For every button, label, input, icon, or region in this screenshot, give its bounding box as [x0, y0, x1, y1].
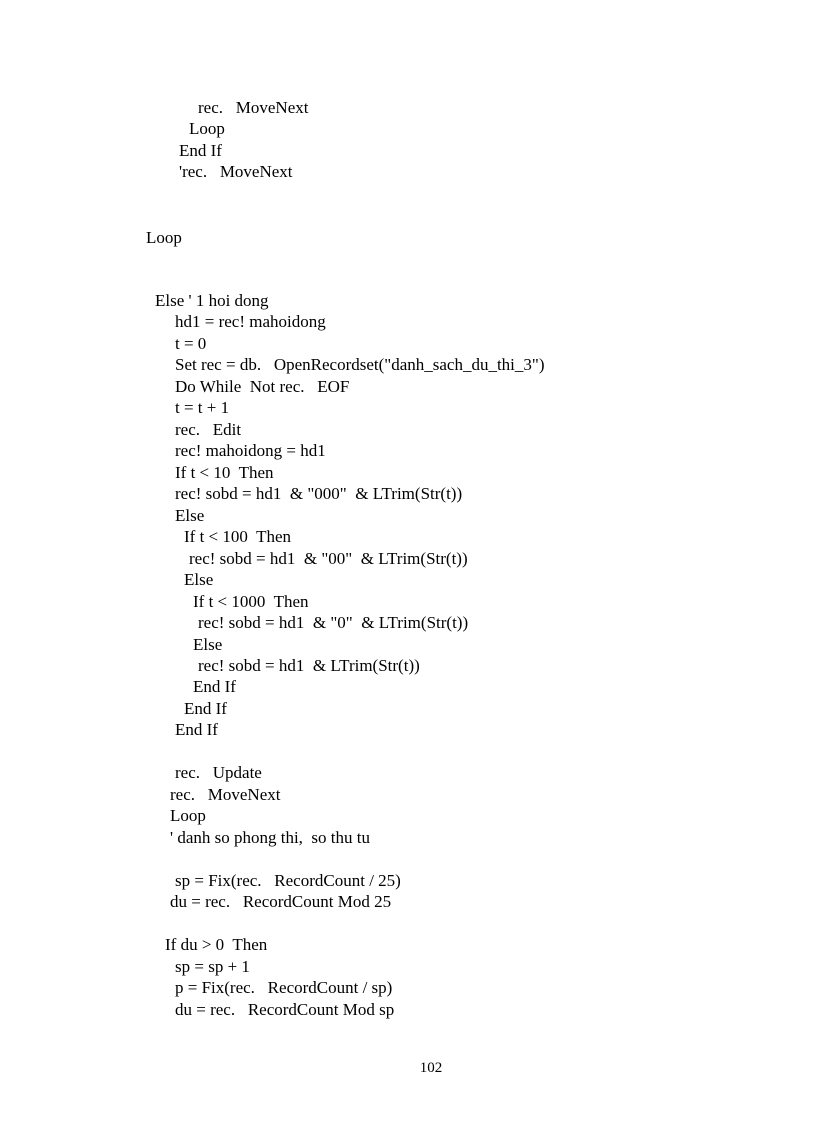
code-line: If t < 10 Then	[175, 463, 274, 482]
code-line: rec. MoveNext	[198, 98, 309, 117]
code-line: If t < 100 Then	[184, 527, 292, 546]
code-line: du = rec. RecordCount Mod sp	[175, 1000, 395, 1019]
code-line: hd1 = rec! mahoidong	[175, 312, 326, 331]
code-line: End If	[175, 720, 218, 739]
code-line: End If	[179, 141, 222, 160]
code-line: p = Fix(rec. RecordCount / sp)	[175, 978, 393, 997]
code-line: t = 0	[175, 334, 207, 353]
code-line: End If	[193, 677, 236, 696]
code-line: Loop	[146, 228, 182, 247]
code-line: Else ' 1 hoi dong	[155, 291, 269, 310]
code-line: 'rec. MoveNext	[179, 162, 293, 181]
code-line: sp = Fix(rec. RecordCount / 25)	[175, 871, 401, 890]
code-line: End If	[184, 699, 227, 718]
code-line: Loop	[170, 806, 206, 825]
code-comment: ' danh so phong thi, so thu tu	[170, 828, 370, 847]
code-line: rec! sobd = hd1 & "00" & LTrim(Str(t))	[189, 549, 468, 568]
code-line: rec! sobd = hd1 & "000" & LTrim(Str(t))	[175, 484, 463, 503]
code-line: If t < 1000 Then	[193, 592, 309, 611]
code-line: Loop	[189, 119, 225, 138]
code-line: sp = sp + 1	[175, 957, 250, 976]
code-line: rec! sobd = hd1 & "0" & LTrim(Str(t))	[198, 613, 469, 632]
code-line: Do While Not rec. EOF	[175, 377, 350, 396]
code-line: rec. Update	[175, 763, 262, 782]
code-line: Else	[193, 635, 223, 654]
code-line: Set rec = db. OpenRecordset("danh_sach_du_thi_3")	[175, 355, 545, 374]
code-line: rec! mahoidong = hd1	[175, 441, 326, 460]
code-line: Else	[175, 506, 205, 525]
page-number: 102	[419, 1060, 443, 1076]
code-line: du = rec. RecordCount Mod 25	[170, 892, 392, 911]
code-line: rec. MoveNext	[170, 785, 281, 804]
code-line: t = t + 1	[175, 398, 230, 417]
code-line: rec! sobd = hd1 & LTrim(Str(t))	[198, 656, 420, 675]
code-line: rec. Edit	[175, 420, 242, 439]
code-line: Else	[184, 570, 214, 589]
code-line: If du > 0 Then	[165, 935, 268, 954]
